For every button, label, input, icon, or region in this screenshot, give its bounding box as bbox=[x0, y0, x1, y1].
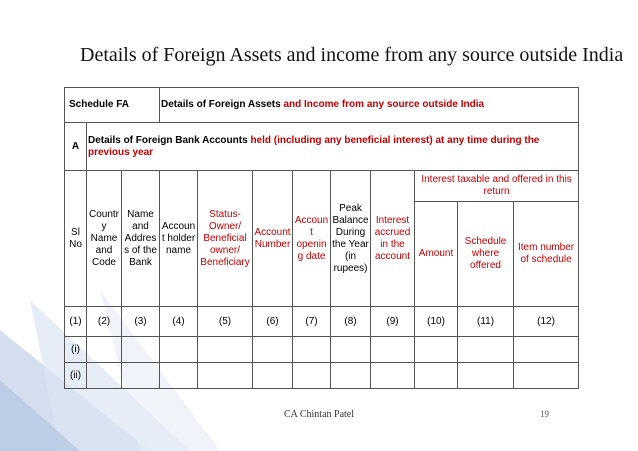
empty-cell bbox=[253, 363, 293, 389]
column-number-cell: (10) bbox=[415, 307, 458, 337]
col-header-interest-accrued: Interest accrued in the account bbox=[371, 171, 415, 307]
empty-cell bbox=[293, 363, 331, 389]
column-number-cell: (6) bbox=[253, 307, 293, 337]
page-number: 19 bbox=[540, 409, 549, 419]
section-description bbox=[87, 123, 579, 171]
col-header-country: Country Name and Code bbox=[87, 171, 122, 307]
empty-cell bbox=[514, 337, 579, 363]
section-row bbox=[65, 123, 579, 171]
col-header-peak-balance: Peak Balance During the Year (in rupees) bbox=[331, 171, 371, 307]
empty-cell bbox=[122, 363, 160, 389]
table-row bbox=[65, 337, 579, 363]
empty-cell bbox=[331, 337, 371, 363]
empty-cell bbox=[331, 363, 371, 389]
section-desc-bold: Details of Foreign Bank Accounts bbox=[88, 134, 248, 146]
empty-cell bbox=[87, 337, 122, 363]
slide-title: Details of Foreign Assets and income from any source outside India bbox=[80, 44, 624, 66]
column-number-cell: (1) bbox=[65, 307, 87, 337]
section-desc-red: held (including any beneficial interest) at any time during the previous year bbox=[88, 134, 540, 158]
col-header-account-number: Account Number bbox=[253, 171, 293, 307]
empty-cell bbox=[198, 363, 253, 389]
empty-cell bbox=[371, 363, 415, 389]
table-row bbox=[65, 363, 579, 389]
col-header-schedule-where: Schedule where offered bbox=[458, 202, 514, 307]
schedule-description bbox=[160, 88, 579, 123]
col-header-opening-date: Account opening date bbox=[293, 171, 331, 307]
row-label: (i) bbox=[65, 337, 87, 363]
column-number-cell: (9) bbox=[371, 307, 415, 337]
empty-cell bbox=[293, 337, 331, 363]
empty-cell bbox=[371, 337, 415, 363]
row-label: (ii) bbox=[65, 363, 87, 389]
col-header-holder: Account holder name bbox=[160, 171, 198, 307]
empty-cell bbox=[415, 363, 458, 389]
empty-cell bbox=[458, 337, 514, 363]
column-number-cell: (12) bbox=[514, 307, 579, 337]
empty-cell bbox=[458, 363, 514, 389]
col-header-amount: Amount bbox=[415, 202, 458, 307]
col-header-item-number: Item number of schedule bbox=[514, 202, 579, 307]
empty-cell bbox=[160, 337, 198, 363]
col-header-sl-no: Sl No bbox=[65, 171, 87, 307]
schedule-desc-bold: Details of Foreign Assets bbox=[161, 99, 281, 110]
empty-cell bbox=[160, 363, 198, 389]
empty-cell bbox=[122, 337, 160, 363]
schedule-row bbox=[65, 88, 579, 123]
column-number-cell: (3) bbox=[122, 307, 160, 337]
empty-cell bbox=[253, 337, 293, 363]
col-group-interest-taxable: Interest taxable and offered in this return bbox=[415, 171, 579, 202]
empty-cell bbox=[198, 337, 253, 363]
schedule-label: Schedule FA bbox=[65, 88, 160, 123]
column-number-cell: (7) bbox=[293, 307, 331, 337]
column-number-cell: (5) bbox=[198, 307, 253, 337]
foreign-assets-table bbox=[64, 87, 579, 389]
schedule-desc-red: and Income from any source outside India bbox=[283, 99, 485, 110]
column-number-cell: (11) bbox=[458, 307, 514, 337]
empty-cell bbox=[415, 337, 458, 363]
section-letter: A bbox=[65, 123, 87, 171]
column-number-row bbox=[65, 307, 579, 337]
header-row-1 bbox=[65, 171, 579, 202]
column-number-cell: (2) bbox=[87, 307, 122, 337]
footer-author: CA Chintan Patel bbox=[284, 409, 354, 420]
column-number-cell: (4) bbox=[160, 307, 198, 337]
col-header-status: Status- Owner/ Beneficial owner/ Beneficiary bbox=[198, 171, 253, 307]
empty-cell bbox=[87, 363, 122, 389]
column-number-cell: (8) bbox=[331, 307, 371, 337]
empty-cell bbox=[514, 363, 579, 389]
col-header-bank: Name and Address of the Bank bbox=[122, 171, 160, 307]
